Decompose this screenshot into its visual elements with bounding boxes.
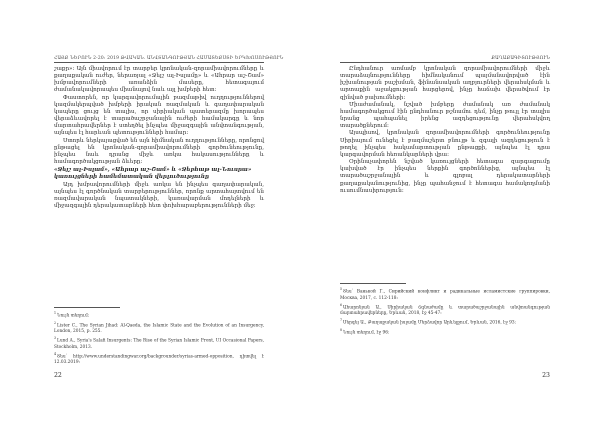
footnotes [340, 286, 550, 336]
footnote [54, 351, 264, 367]
footnote [54, 320, 264, 336]
footnote-text: Տես՝ Ванькой Г., Сирийский конфликт и радикальные исламистские группировки, Москва, 2017, с. 112-118: [340, 289, 550, 301]
footnote-mark: 1 [54, 311, 57, 315]
footnote-mark: 7 [340, 318, 343, 323]
running-head: ՀԱՅՔ ՆԵՐՈՒՆ 2-20: 2019 ԹՎԱԿԱՆ. ԱՆՎՏԱՆԳՈՒԹՅԱՆ ՀԱՄԱՏԵՔՍՏԻ ԵՐԿԽՈՍՈՒԹՅՈՒՆ [54, 56, 284, 61]
footnote-mark: 6 [340, 302, 343, 307]
header-divider [54, 62, 264, 63]
running-head: ՔԱՂԱՔԱԳԻՏՈՒԹՅՈՒՆ [491, 56, 550, 61]
footnote [340, 327, 550, 337]
footnote-text: Տես՝ http://www.understandingwar.org/backgrounder/syrias-armed-opposition, դիտվել է 12.03.2019: [54, 354, 264, 366]
footnotes [54, 310, 264, 366]
header-divider [340, 62, 550, 63]
paragraph: Միաժամանակ, նշված խմբերը ժամանակ առ ժամանակ համագործակցում էին ընդհանուր թշնամու դեմ, ինչը թույլ էր տալիս նրանց պահպանել իրենց ազդեցությունը վերահսկվող տարածքներում: [340, 101, 550, 130]
footnote [340, 302, 550, 318]
footnote [340, 286, 550, 302]
section-heading: «Ջեյշ ալ-Իսլամ», «Ահրար աշ-Շամ» և «Ջեբհաթ ալ-Նուսրա» կառույցների համեմատական վերլուծությունը [54, 167, 252, 181]
footnote-mark: 4 [54, 351, 57, 356]
footnote-text: Սերգեյ Ա., Քաղաքական իսլամը Մերձավոր Արևելքում, Երևան, 2016, էջ 93: [343, 320, 517, 326]
body-text [340, 66, 550, 195]
footnote-text: Ահարոնյան Ա., Սիրիական ճգնաժամը և տարածաշրջանային անվտանգության մարտահրավերները, Երևան, 2018, էջ 45-47: [340, 305, 550, 317]
footnote-mark: 8 [340, 327, 343, 332]
footnote-text: Նույն տեղում: [57, 313, 90, 319]
paragraph: Ընդհանուր առմամբ կրոնական զորամիավորումների միջև տարաձայնությունները հիմնականում պայմանավորված էին իշխանության բաշխման, ֆինանսական աղբյուրների վերահսկման և արտաքին աջակցության հարցերով, ինչը հաճախ վերածվում էր զինված բախումների: [340, 66, 550, 101]
page-number: 23 [542, 372, 550, 379]
page-number: 22 [54, 372, 62, 379]
footnote [340, 317, 550, 327]
paragraph: Ստորև ներկայացված են այն հիմնական ուղղությունները, որոնցով ընթացել են կրոնական-զորամիավորումների գործունեությունը, ինչպես նաև դրանց միջև առկա հակասությունները և համագործակցության ձևերը: [54, 137, 264, 166]
paragraph: Փաստորեն, որ կարգավորումային բազմաթիվ ուղղություններով կազմակերպված խմբերի իրական ռազմական և գաղափարական կապերը ցույց են տալիս, որ սիրիական պատերազմը խորապես վերաձևավորել է տարածաշրջանային ուժերի համակարգը և նոր մարտահրավերներ է ստեղծել ինչպես միջազգային անվտանգության, այնպես էլ հարևան պետությունների համար: [54, 94, 264, 137]
paragraph: Օրինաչափորեն նշված կառույցների հետագա զարգացումը կախված էր ինչպես ներքին գործոններից, այնպես էլ տարածաշրջանային և գլոբալ դերակատարների քաղաքականությունից, ինչը պահանջում է հետագա համակողմանի ուսումնասիրություն: [340, 159, 550, 194]
paragraph: Այդ խմբավորումների միջև առկա են ինչպես գաղափարական, այնպես էլ գործնական տարբերություններ, որոնք արտահայտվում են ռազմավարական նպատակների, կառավարման մոդելների և միջազգային դերակատարների հետ փոխհարաբերությունների մեջ: [54, 181, 264, 209]
footnote-mark: 3 [54, 336, 57, 341]
paragraph: Այսպիսով, կրոնական զորամիավորումների գործունեությունը Սիրիայում ունեցել է բազմաշերտ բնույթ և զգալի ազդեցություն է թողել ինչպես հակամարտության ընթացքի, այնպես էլ դրա կարգավորման հեռանկարների վրա: [340, 130, 550, 158]
footnote-text: Նույն տեղում, էջ 96: [343, 330, 390, 336]
footnote-divider [54, 307, 120, 308]
body-text [54, 66, 264, 210]
footnote-divider [340, 283, 406, 284]
footnote-text: Lund A., Syria's Salafi Insurgents: The Rise of the Syrian Islamic Front, UI Occasional Papers, Stockholm, 2013. [54, 338, 264, 350]
right-page [300, 0, 600, 424]
footnote-text: Lister C., The Syrian Jihad: Al-Qaeda, the Islamic State and the Evolution of an Insurgency, London, 2015, p. 255. [54, 322, 264, 335]
footnote [54, 335, 264, 351]
footnote [54, 310, 264, 320]
footnote-mark: 2 [54, 320, 57, 325]
paragraph: շաքր»: Այն միավորում էր տարբեր կրոնական-զորամիավորումները և քաղաքական ուժեր, ներառյալ «Ջեյշ ալ-Իսլամը» և «Ահրար աշ-Շամ» խմբավորումների առանձին մասերը, հետագայում ժամանակավորապես միանալով նաև այլ խմբերի հետ: [54, 66, 264, 94]
footnote-mark: 5 [340, 287, 343, 291]
